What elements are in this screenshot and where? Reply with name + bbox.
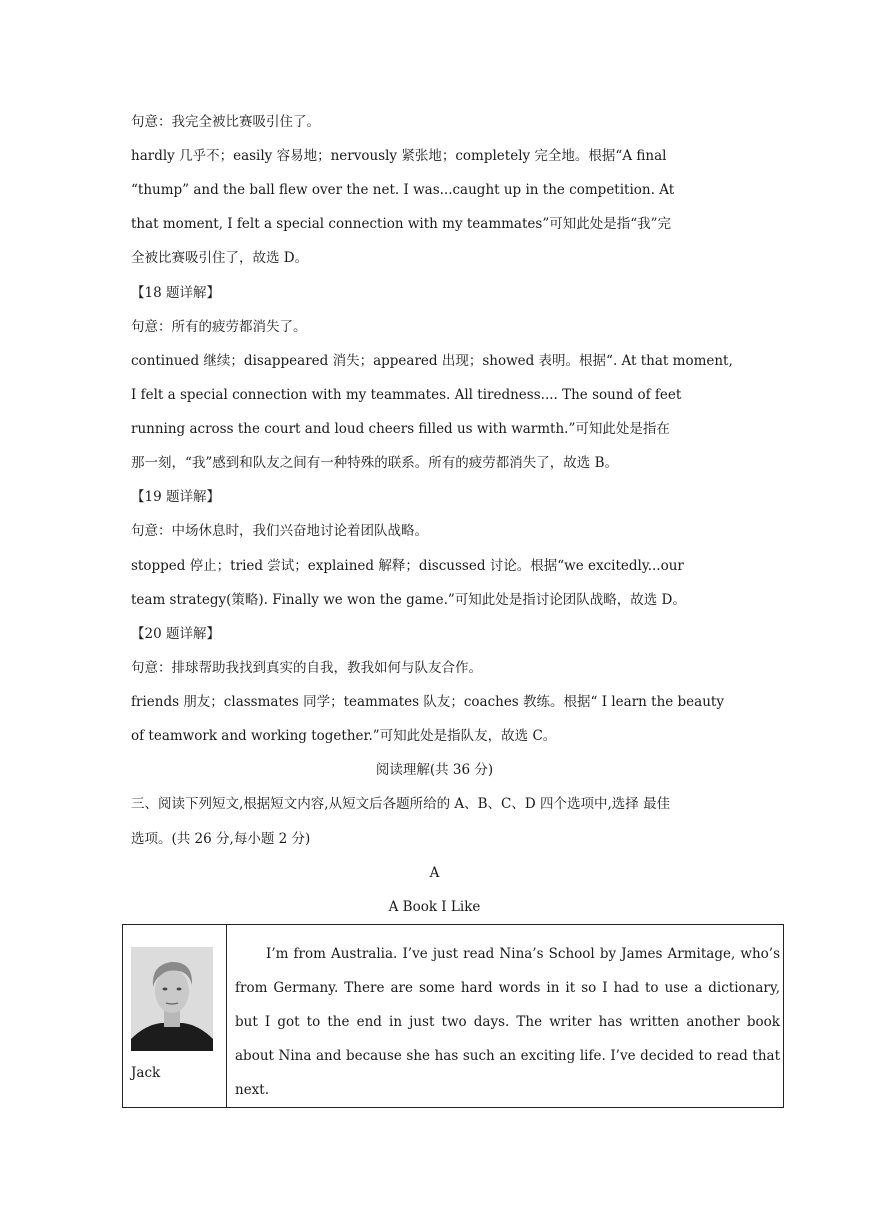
review-text-cell (227, 925, 784, 1108)
text-line: 那一刻，“我”感到和队友之间有一种特殊的联系。所有的疲劳都消失了，故选 B。 (131, 455, 619, 471)
photo-cell (123, 925, 227, 1108)
text-line: 句意：排球帮助我找到真实的自我，教我如何与队友合作。 (131, 660, 482, 676)
instruction-line: 选项。(共 26 分,每小题 2 分) (131, 831, 311, 847)
instruction-line: 三、阅读下列短文,根据短文内容,从短文后各题所给的 A、B、C、D 四个选项中,选择 最佳 (131, 796, 671, 812)
passage-title: A Book I Like (388, 899, 481, 915)
text-line: I felt a special connection with my teammates. All tiredness.... The sound of feet (131, 387, 682, 403)
text-line: running across the court and loud cheers filled us with warmth.”可知此处是指在 (131, 421, 670, 437)
text-line: 句意：所有的疲劳都消失了。 (131, 319, 307, 335)
text-line: hardly 几乎不；easily 容易地；nervously 紧张地；completely 完全地。根据“A final (131, 148, 667, 164)
text-line: that moment, I felt a special connection with my teammates”可知此处是指“我”完 (131, 216, 672, 232)
review-paragraph: I’m from Australia. I’ve just read Nina’s School by James Armitage, who’s from Germany. There are some hard words in it so I had to use a dictionary, but I got to the end in just two days. The writer has written another book about Nina and because she has such an exciting life. I’ve decided to read that next. (235, 946, 780, 1098)
passage-label: A (429, 865, 440, 881)
text-line: friends 朋友；classmates 同学；teammates 队友；coaches 教练。根据“ I learn the beauty (131, 694, 724, 710)
text-line: 全被比赛吸引住了，故选 D。 (131, 250, 309, 266)
text-line: “thump” and the ball flew over the net. I was...caught up in the competition. At (131, 182, 675, 198)
table-row (123, 925, 784, 1108)
text-line: continued 继续；disappeared 消失；appeared 出现；showed 表明。根据“. At that moment, (131, 353, 733, 369)
question-heading-20: 【20 题详解】 (131, 626, 220, 642)
question-heading-18: 【18 题详解】 (131, 285, 220, 301)
book-review-table (122, 924, 784, 1108)
person-name: Jack (131, 1065, 161, 1081)
text-line: 句意：我完全被比赛吸引住了。 (131, 114, 320, 130)
text-line: stopped 停止；tried 尝试；explained 解释；discussed 讨论。根据“we excitedly...our (131, 558, 684, 574)
question-heading-19: 【19 题详解】 (131, 489, 220, 505)
person-photo (131, 947, 213, 1051)
portrait-image (131, 947, 213, 1051)
text-line: of teamwork and working together.”可知此处是指队友，故选 C。 (131, 728, 557, 744)
text-line: 句意：中场休息时，我们兴奋地讨论着团队战略。 (131, 523, 428, 539)
text-line: team strategy(策略). Finally we won the game.”可知此处是指讨论团队战略，故选 D。 (131, 592, 686, 608)
section-title: 阅读理解(共 36 分) (375, 762, 494, 778)
